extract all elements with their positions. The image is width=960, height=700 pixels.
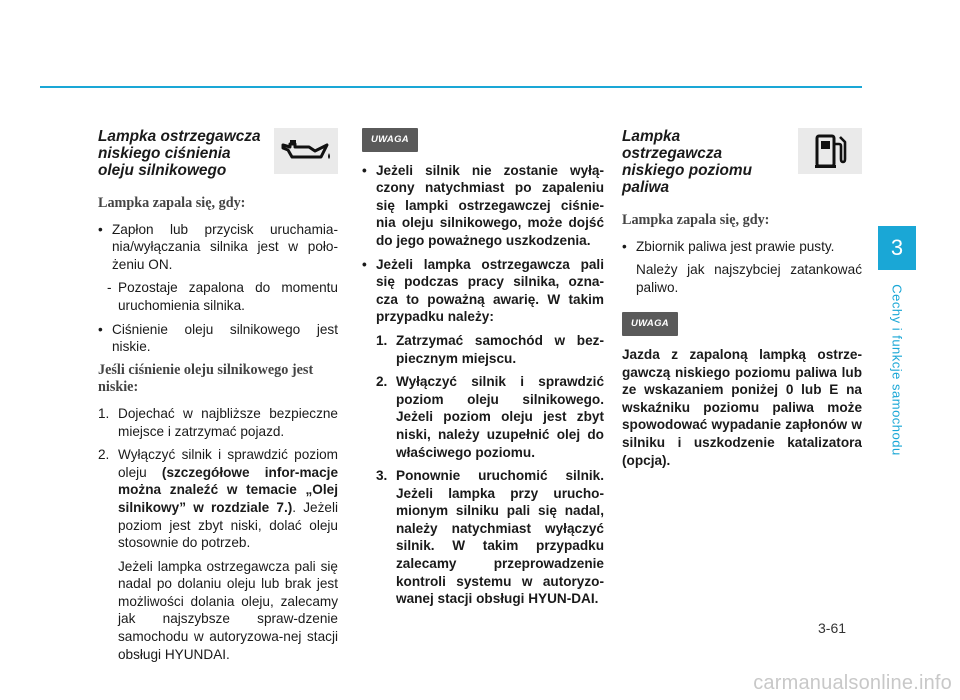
step-number: 1.	[376, 332, 388, 348]
step-note: Jeżeli lampka ostrzegawcza pali się nadal po dolaniu oleju lub brak jest możliwości dolania oleju, zalecamy jak najszybsze spraw-dzenie samochodu w autoryzowa-nej stacji obsługi HYUNDAI.	[118, 558, 338, 662]
step-text: . Jeżeli poziom jest zbyt niski, dolać oleju stosownie do potrzeb.	[118, 499, 338, 551]
step-reference: (szczegółowe infor-macje można znaleźć w temacie „Olej silnikowy” w rozdziale 7.)	[118, 464, 339, 515]
step-text: Dojechać w najbliższe bezpieczne miejsce i zatrzymać pojazd.	[118, 405, 338, 439]
caution-badge: UWAGA	[622, 312, 678, 336]
list-item	[98, 405, 338, 440]
list-item	[376, 373, 604, 461]
list-item: - Pozostaje zapalona do momentu uruchomienia silnika.	[98, 279, 338, 314]
note-text: Należy jak najszybciej zatankować paliwo.	[636, 262, 862, 295]
caution-box	[362, 128, 604, 614]
section-header	[622, 128, 862, 196]
step-number: 3.	[376, 468, 388, 484]
procedure-heading: Jeśli ciśnienie oleju silnikowego jest niskie:	[98, 361, 314, 396]
watermark: carmanualsonline.info	[753, 672, 952, 694]
list-item: • Ciśnienie oleju silnikowego jest niskie.	[98, 321, 338, 356]
list-item: • Zapłon lub przycisk uruchamia-nia/wyłączania silnika jest w poło-żeniu ON.	[98, 221, 338, 274]
header-rule	[40, 86, 862, 88]
list-item	[376, 332, 604, 367]
step-number: 2.	[376, 374, 388, 390]
list-item	[98, 446, 338, 552]
chapter-tab	[878, 226, 916, 270]
step-text: Zatrzymać samochód w bez-piecznym miejscu.	[396, 332, 604, 366]
trigger-heading: Lampka zapala się, gdy:	[622, 212, 770, 228]
low-fuel-section	[622, 128, 862, 469]
trigger-heading: Lampka zapala się, gdy:	[98, 195, 246, 211]
caution-text: Jazda z zapaloną lampką ostrze-gawczą niskiego poziomu paliwa lub ze wskazaniem poniżej 0 lub E na wskaźniku poziomu paliwa może spowodować wypadanie zapłonów w silniku i uszkodzenie katalizatora (opcja).	[622, 346, 862, 468]
list-item: • Zbiornik paliwa jest prawie pusty.	[622, 238, 862, 256]
list-item: • Jeżeli lampka ostrzegawcza pali się podczas pracy silnika, ozna-cza to poważną awarię. W takim przypadku należy:	[362, 256, 604, 326]
step-number: 1.	[98, 405, 110, 421]
section-header	[98, 128, 338, 179]
section-title: Lampka ostrzegawcza niskiego ciśnienia oleju silnikowego	[98, 128, 261, 179]
oil-pressure-section	[98, 128, 338, 669]
list-item	[376, 467, 604, 608]
step-text: Wyłączyć silnik i sprawdzić poziom oleju silnikowego. Jeżeli poziom oleju jest zbyt niski, należy uzupełnić olej do właściwego poziomu.	[396, 374, 604, 460]
chapter-number: 3	[890, 235, 904, 260]
oil-pressure-warning-icon	[274, 128, 338, 174]
chapter-title: Cechy i funkcje samochodu	[889, 284, 905, 456]
section-title: Lampka ostrzegawcza niskiego poziomu paliwa	[622, 128, 752, 196]
step-text: Wyłączyć silnik i sprawdzić poziom oleju	[118, 447, 338, 480]
fuel-pump-icon	[798, 128, 862, 174]
list-item: • Jeżeli silnik nie zostanie wyłą-czony natychmiast po zapaleniu się lampki ostrzegawczej ciśnie-nia oleju silnikowego, może dojść do jego poważnego uszkodzenia.	[362, 162, 604, 250]
step-number: 2.	[98, 447, 110, 463]
caution-badge: UWAGA	[362, 128, 418, 152]
page-number: 3-61	[818, 620, 847, 636]
step-text: Ponownie uruchomić silnik. Jeżeli lampka przy urucho-mionym silniku pali się nadal, należy natychmiast wyłączyć silnik. W takim przypadku zalecamy przeprowadzenie kontroli systemu w autoryzo-wanej stacji obsługi HYUN-DAI.	[396, 468, 604, 607]
